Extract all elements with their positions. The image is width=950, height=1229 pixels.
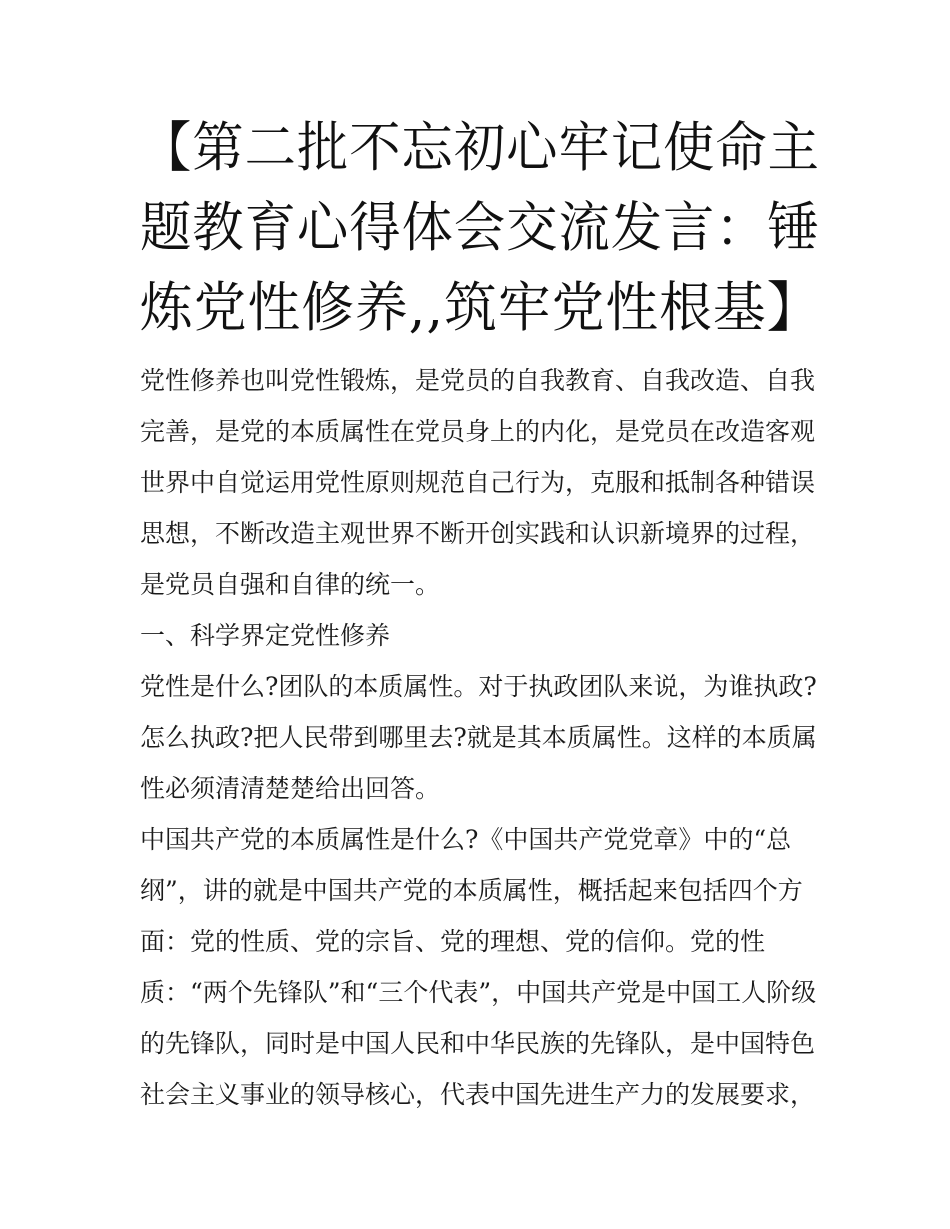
body-line: 怎么执政?把人民带到哪里去?就是其本质属性。这样的本质属 xyxy=(140,723,817,752)
title-line: 题教育心得体会交流发言：锤 xyxy=(140,196,820,259)
document-title xyxy=(140,108,820,348)
section-heading: 一、科学界定党性修养 xyxy=(140,621,391,650)
body-line: 纲”，讲的就是中国共产党的本质属性，概括起来包括四个方 xyxy=(140,876,803,905)
body-line: 是党员自强和自律的统一。 xyxy=(140,570,441,599)
body-line: 面：党的性质、党的宗旨、党的理想、党的信仰。党的性 xyxy=(140,927,766,956)
body-line: 思想，不断改造主观世界不断开创实践和认识新境界的过程， xyxy=(140,519,816,548)
body-line: 党性是什么?团队的本质属性。对于执政团队来说，为谁执政? xyxy=(140,672,817,701)
title-line: 炼党性修养,,筑牢党性根基】 xyxy=(140,276,821,339)
title-line: 【第二批不忘初心牢记使命主 xyxy=(140,116,820,179)
body-line: 中国共产党的本质属性是什么?《中国共产党党章》中的“总 xyxy=(140,825,792,854)
body-line: 质：“两个先锋队”和“三个代表”，中国共产党是中国工人阶级 xyxy=(140,978,817,1007)
body-line: 世界中自觉运用党性原则规范自己行为，克服和抵制各种错误 xyxy=(140,468,816,497)
body-line: 的先锋队，同时是中国人民和中华民族的先锋队，是中国特色 xyxy=(140,1029,816,1058)
body-line: 党性修养也叫党性锻炼，是党员的自我教育、自我改造、自我 xyxy=(140,366,816,395)
document-body xyxy=(140,355,820,1120)
body-line: 社会主义事业的领导核心，代表中国先进生产力的发展要求， xyxy=(140,1080,816,1109)
body-line: 完善，是党的本质属性在党员身上的内化，是党员在改造客观 xyxy=(140,417,816,446)
body-line: 性必须清清楚楚给出回答。 xyxy=(140,774,441,803)
